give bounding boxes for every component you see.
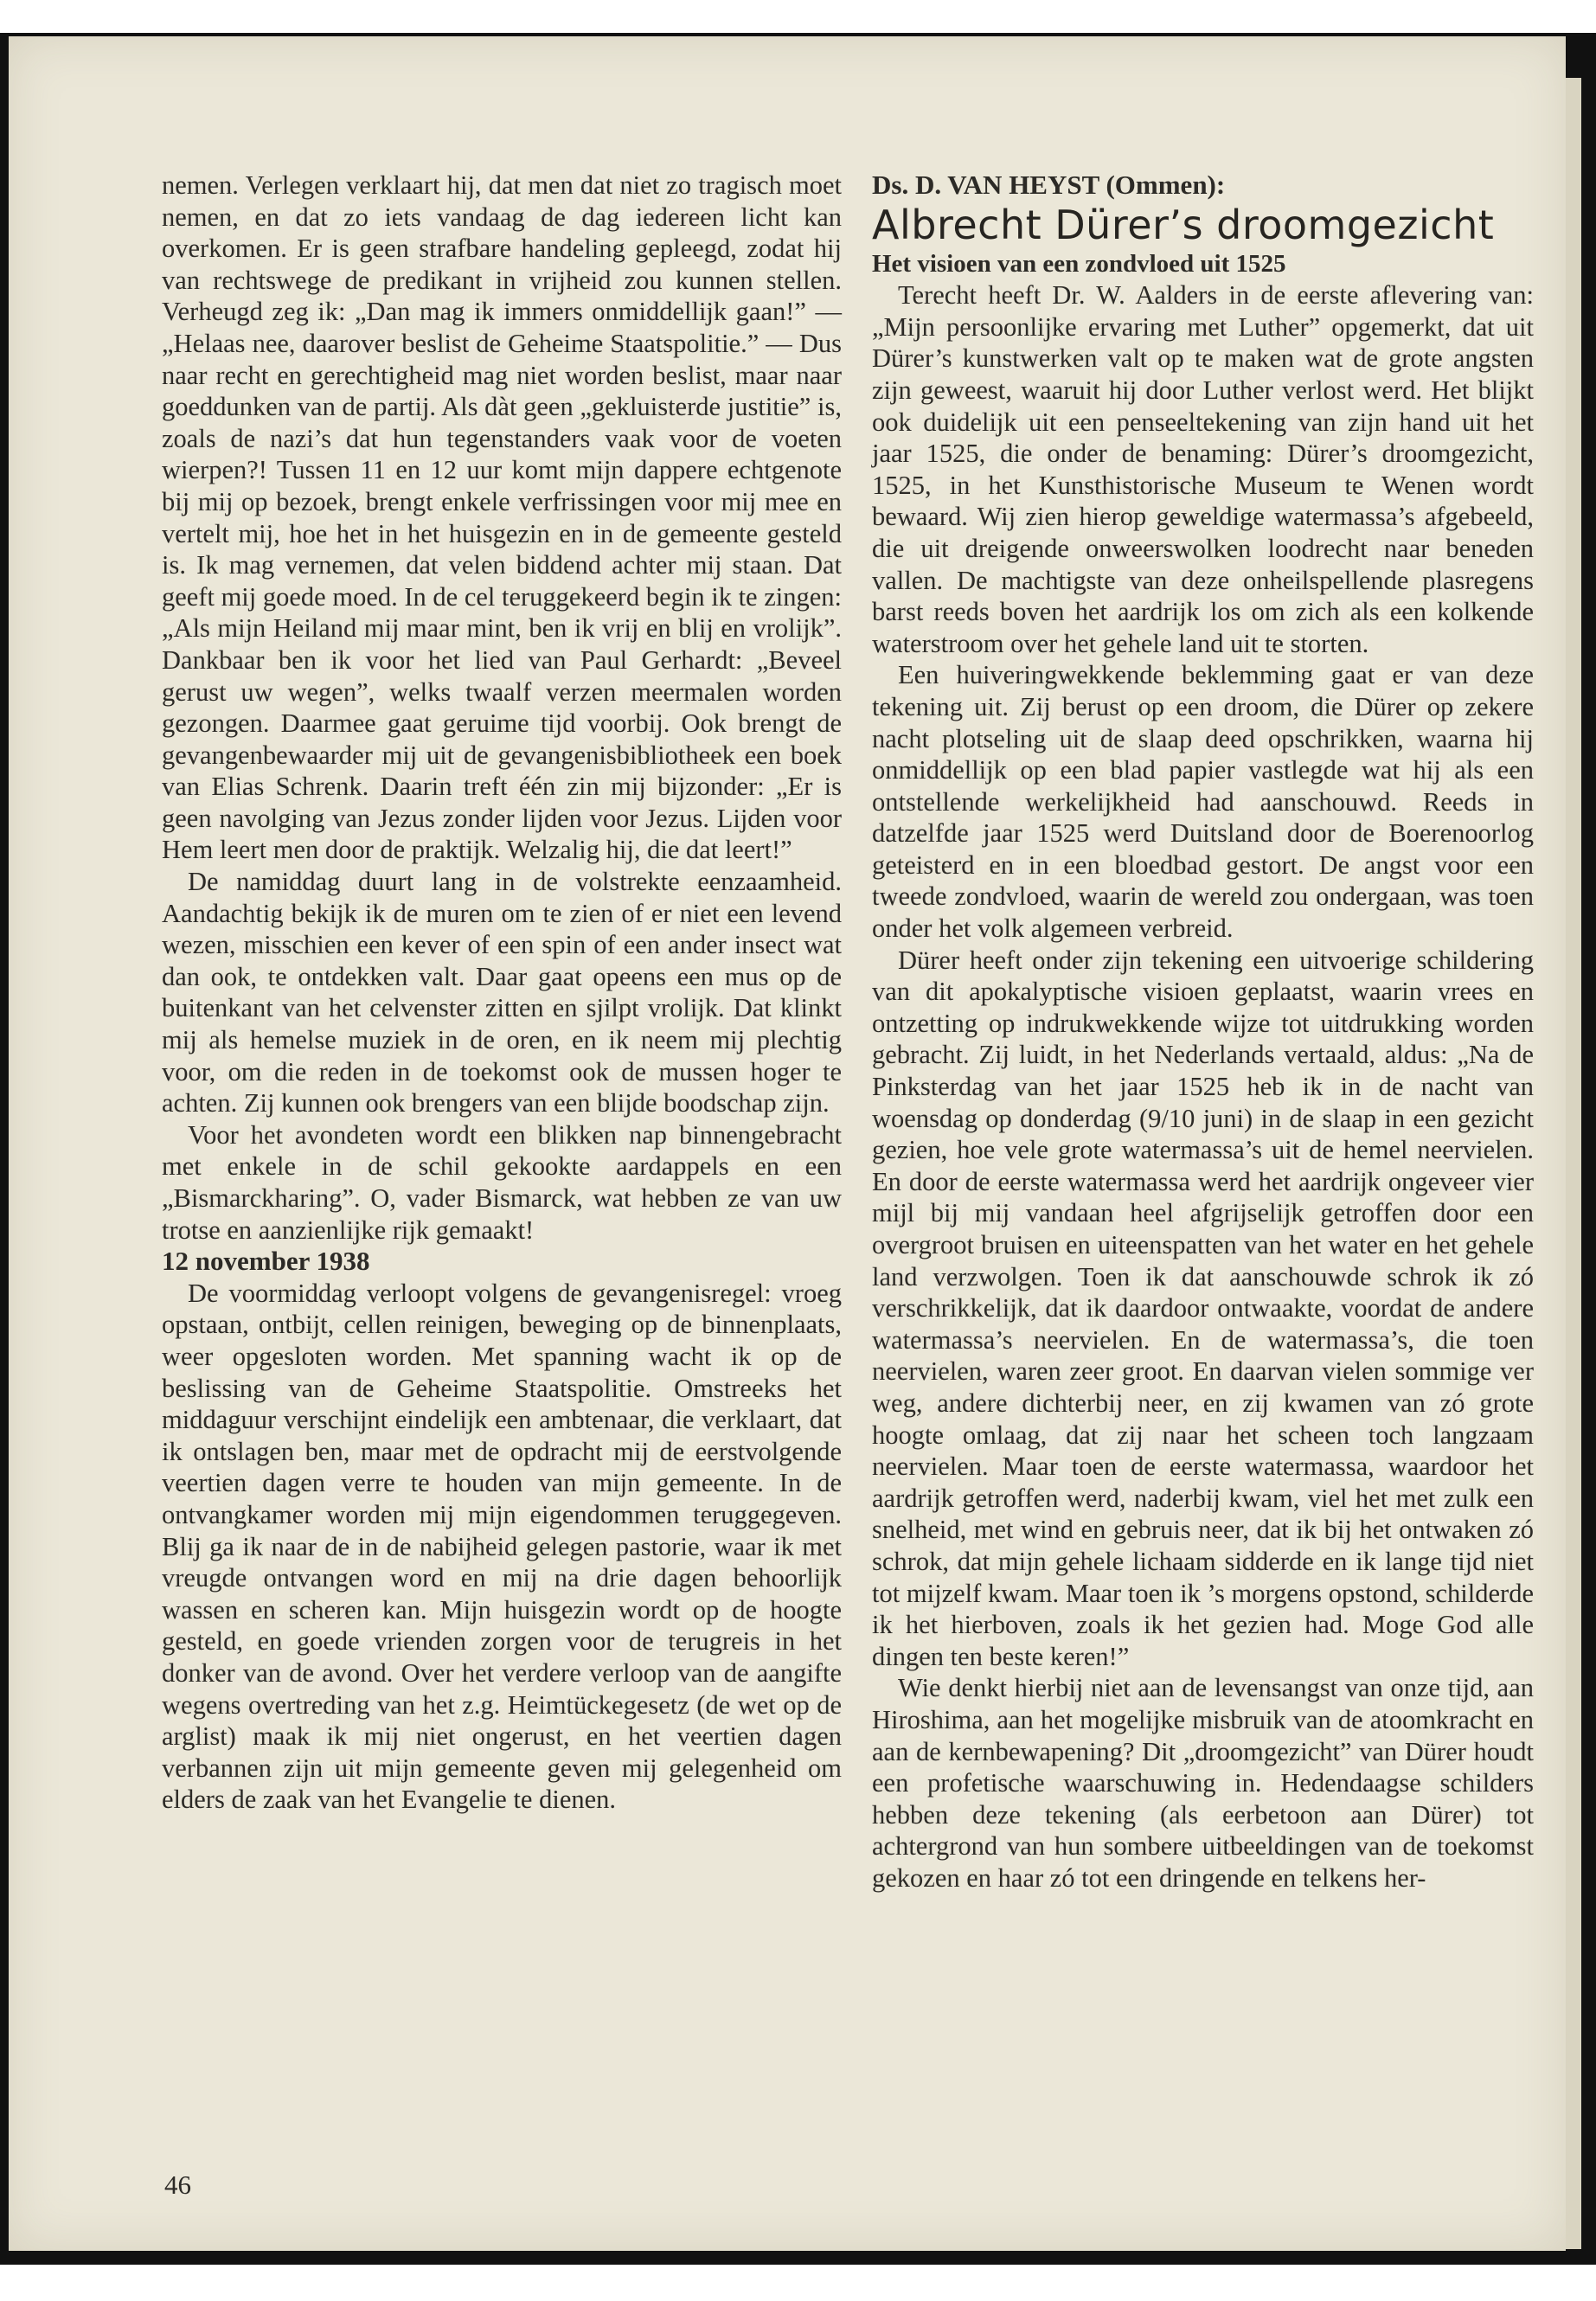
left-column [162, 170, 842, 1816]
body-paragraph: Wie denkt hierbij niet aan de levensangst van onze tijd, aan Hiroshima, aan het mogelijke misbruik van de atoomkracht en aan de kernbewapening? Dit „droomgezicht” van Dürer houdt een profetische waarschuwing in. Hedendaagse schilders hebben deze tekening (als eerbetoon aan Dürer) tot achtergrond van hun sombere uitbeeldingen van de toekomst gekozen en haar zó tot een dringende en telkens her- [872, 1673, 1534, 1893]
body-paragraph: Dürer heeft onder zijn tekening een uitvoerige schildering van dit apokalyptische visioen geplaatst, waarin vrees en ontzetting op indrukwekkende wijze tot uitdrukking worden gebracht. Zij luidt, in het Nederlands vertaald, aldus: „Na de Pinksterdag van het jaar 1525 heb ik in de nacht van woensdag op donderdag (9/10 juni) in de slaap in een gezicht gezien, hoe vele grote watermassa’s uit de hemel neervielen. En door de eerste watermassa werd het aardrijk ongeveer vier mijl bij mij vandaan heel afgrijselijk getroffen door een overgroot bruisen en uiteenspatten van het water en het gehele land verzwolgen. Toen ik dat aanschouwde schrok ik zó verschrikkelijk, dat ik daardoor ontwaakte, voordat de andere watermassa’s neervielen. En de watermassa’s, die toen neervielen, waren zeer groot. En daarvan vielen sommige ver weg, andere dichterbij neer, en zij kwamen van zó grote hoogte omlaag, dat zij naar het scheen toch langzaam neervielen. Maar toen de eerste watermassa, waardoor het aardrijk getroffen werd, naderbij kwam, viel het met zulk een snelheid, met wind en gebruis neer, dat ik bij het ontwaken zó schrok, dat mijn gehele lichaam sidderde en ik lange tijd niet tot mijzelf kwam. Maar toen ik ’s morgens opstond, schilderde ik het hierboven, zoals ik het gezien had. Moge God alle dingen ten beste keren!” [872, 945, 1534, 1671]
right-column [872, 170, 1534, 1894]
body-paragraph: Terecht heeft Dr. W. Aalders in de eerste aflevering van: „Mijn persoonlijke ervaring met Luther” opgemerkt, dat uit Dürer’s kunstwerken valt op te maken wat de grote angsten zijn geweest, waaruit hij door Luther verlost werd. Het blijkt ook duidelijk uit een penseeltekening van zijn hand uit het jaar 1525, die onder de benaming: Dürer’s droomgezicht, 1525, in het Kunsthistorische Museum te Wenen wordt bewaard. Wij zien hierop geweldige watermassa’s afgebeeld, die uit dreigende onweerswolken loodrecht naar beneden vallen. De machtigste van deze onheilspellende plasregens barst reeds boven het aardrijk los om zich als een kolkende waterstroom over het gehele land uit te storten. [872, 280, 1534, 658]
body-paragraph: Een huiveringwekkende beklemming gaat er van deze tekening uit. Zij berust op een droom, die Dürer op zekere nacht plotseling uit de slaap deed opschrikken, waarna hij onmiddellijk op een blad papier vastlegde wat hij als een ontstellende werkelijkheid had aanschouwd. Reeds in datzelfde jaar 1525 werd Duitsland door de Boerenoorlog geteisterd en in een bloedbad gestort. De angst voor een tweede zondvloed, waarin de wereld zou ondergaan, was toen onder het volk algemeen verbreid. [872, 660, 1534, 944]
article-subtitle: Het visioen van een zondvloed uit 1525 [872, 249, 1286, 278]
article-title: Albrecht Dürer’s droomgezicht [872, 201, 1495, 248]
article-byline: Ds. D. VAN HEYST (Ommen): [872, 170, 1226, 200]
body-paragraph: De namiddag duurt lang in de volstrekte eenzaamheid. Aandachtig bekijk ik de muren om te zien of er niet een levend wezen, misschien een kever of een spin of een ander insect wat dan ook, te ontdekken valt. Daar gaat opeens een mus op de buitenkant van het celvenster zitten en sjilpt vrolijk. Dat klinkt mij als hemelse muziek in de oren, en ik neem mij plechtig voor, om die reden in de toekomst ook de mussen hoger te achten. Zij kunnen ook brengers van een blijde boodschap zijn. [162, 867, 842, 1118]
body-paragraph: Voor het avondeten wordt een blikken nap binnengebracht met enkele in de schil gekookte aardappels en een „Bismarckharing”. O, vader Bismarck, wat hebben ze van uw trotse en aanzienlijke rijk gemaakt! [162, 1119, 842, 1245]
section-heading: 12 november 1938 [162, 1246, 370, 1277]
body-paragraph: De voormiddag verloopt volgens de gevangenisregel: vroeg opstaan, ontbijt, cellen reinigen, beweging op de binnenplaats, weer opgesloten worden. Met spanning wacht ik op de beslissing van de Geheime Staatspolitie. Omstreeks het middaguur verschijnt eindelijk een ambtenaar, die verklaart, dat ik ontslagen ben, maar met de opdracht mij de eerstvolgende veertien dagen verre te houden van mijn gemeente. In de ontvangkamer worden mij mijn eigendommen teruggegeven. Blij ga ik naar de in de nabijheid gelegen pastorie, waar ik met vreugde ontvangen word en mij na drie dagen behoorlijk wassen en scheren kan. Mijn huisgezin wordt op de hoogte gesteld, en goede vrienden zorgen voor de terugreis in het donker van de avond. Over het verdere verloop van de aangifte wegens overtreding van het z.g. Heimtückegesetz (de wet op de arglist) maak ik mij niet ongerust, en het veertien dagen verbannen zijn uit mijn gemeente geven mij gelegenheid om elders de zaak van het Evangelie te dienen. [162, 1278, 842, 1815]
body-paragraph: nemen. Verlegen verklaart hij, dat men dat niet zo tragisch moet nemen, en dat zo iets vandaag de dag iedereen licht kan overkomen. Er is geen strafbare handeling gepleegd, zodat hij van rechtswege de predikant in vrijheid zou kunnen stellen. Verheugd zeg ik: „Dan mag ik immers onmiddellijk gaan!” — „Helaas nee, daarover beslist de Geheime Staatspolitie.” — Dus naar recht en gerechtigheid mag niet worden beslist, maar naar goeddunken van de partij. Als dàt geen „gekluisterde justitie” is, zoals de nazi’s dat hun tegenstanders vaak voor de voeten wierpen?! Tussen 11 en 12 uur komt mijn dappere echtgenote bij mij op bezoek, brengt enkele verfrissingen voor mij mee en vertelt mij, hoe het in het huisgezin en in de gemeente gesteld is. Ik mag vernemen, dat velen biddend achter mij staan. Dat geeft mij goede moed. In de cel teruggekeerd begin ik te zingen: „Als mijn Heiland mij maar mint, ben ik vrij en blij en vrolijk”. Dankbaar ben ik voor het lied van Paul Gerhardt: „Beveel gerust uw wegen”, welks twaalf verzen meermalen worden gezongen. Daarmee gaat geruime tijd voorbij. Ook brengt de gevangenbewaarder mij uit de gevangenisbibliotheek een boek van Elias Schrenk. Daarin treft één zin mij bijzonder: „Er is geen navolging van Jezus zonder lijden voor Jezus. Lijden voor Hem leert men door de praktijk. Welzalig hij, die dat leert!” [162, 170, 842, 865]
page-edge [1566, 78, 1581, 2249]
page-number: 46 [164, 2170, 191, 2200]
